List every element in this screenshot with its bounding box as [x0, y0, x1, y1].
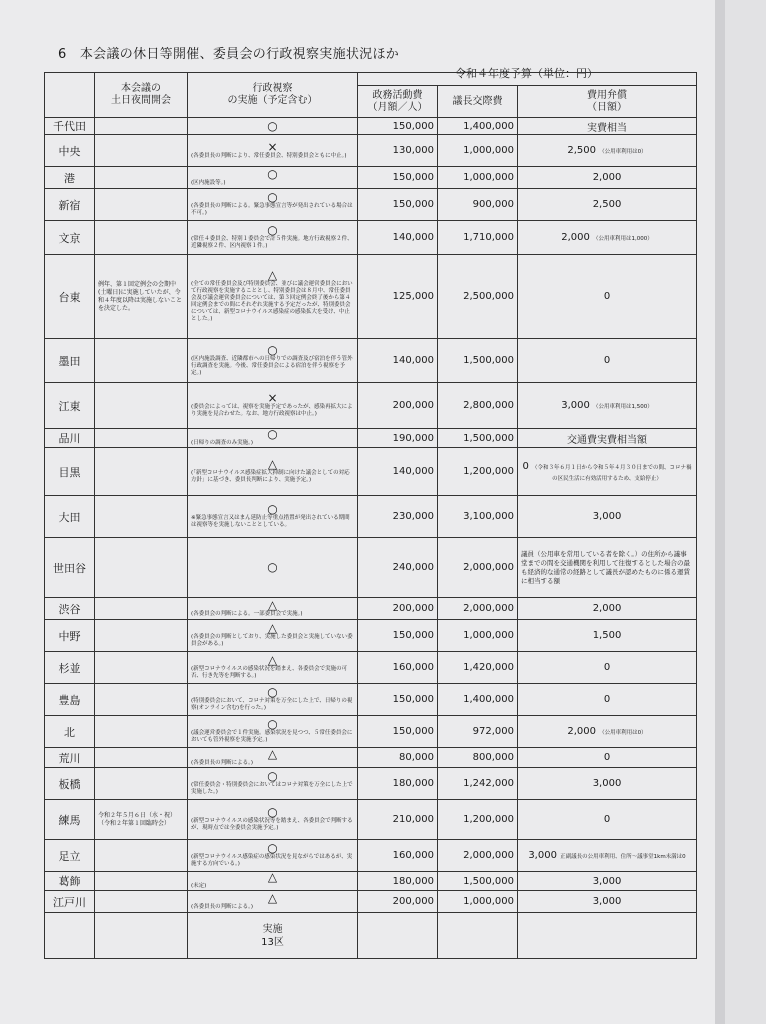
- header-shisatsu: 行政視察 の実施（予定含む）: [188, 73, 358, 118]
- compensation-cell: 3,000 （公用車利用は1,500）: [518, 383, 697, 429]
- ward-name: 中野: [45, 620, 95, 652]
- ward-name: 大田: [45, 496, 95, 538]
- kosai-value: 3,100,000: [438, 496, 518, 538]
- table-row: [45, 383, 697, 429]
- shisatsu-note: (特別委員会において、コロナ対策を万全にした上で、日帰りの視察(オンライン含む)を行った。): [191, 698, 353, 711]
- ward-name: 豊島: [45, 684, 95, 716]
- ward-name: 中央: [45, 135, 95, 167]
- table-row: [45, 448, 697, 496]
- ward-name: 江戸川: [45, 891, 95, 913]
- compensation-cell: 2,500: [518, 189, 697, 221]
- kaigi-cell: [95, 684, 188, 716]
- compensation-cell: 1,500: [518, 620, 697, 652]
- status-symbol: ×: [267, 139, 278, 154]
- ward-name: 品川: [45, 429, 95, 448]
- ward-name: 江東: [45, 383, 95, 429]
- seimu-value: 160,000: [358, 652, 438, 684]
- compensation-cell: 交通費実費相当額: [518, 429, 697, 448]
- kaigi-cell: [95, 167, 188, 189]
- kaigi-cell: [95, 652, 188, 684]
- shisatsu-cell: [188, 872, 358, 891]
- ward-name: 千代田: [45, 118, 95, 135]
- kaigi-cell: [95, 598, 188, 620]
- compensation-cell: 2,000: [518, 598, 697, 620]
- corner-cell: [45, 73, 95, 118]
- status-symbol: △: [267, 871, 278, 884]
- compensation-cell: 2,000 （公用車利用は1,000）: [518, 221, 697, 255]
- kosai-value: 2,000,000: [438, 840, 518, 872]
- status-symbol: ○: [267, 223, 278, 237]
- next-page: [725, 0, 766, 1024]
- kosai-value: 1,000,000: [438, 620, 518, 652]
- total-cell: 実施 13区: [188, 913, 358, 959]
- kosai-value: 1,000,000: [438, 135, 518, 167]
- seimu-value: 150,000: [358, 118, 438, 135]
- kosai-value: 2,800,000: [438, 383, 518, 429]
- table-row: [45, 872, 697, 891]
- shisatsu-cell: [188, 383, 358, 429]
- shisatsu-note: (区内施設調査、近隣都市への日帰りでの調査及び宿泊を伴う管外行政調査を実施。今後、常任委員会による宿泊を伴う視察を予定。): [191, 355, 353, 376]
- ward-name: 板橋: [45, 768, 95, 800]
- kosai-value: 1,242,000: [438, 768, 518, 800]
- shisatsu-note: (日帰りの調査のみ実施。): [191, 440, 254, 446]
- shisatsu-note: ※緊急事態宣言又はまん延防止等重点措置が発出されている期間は視察等を実施しないこととしている。: [191, 515, 350, 528]
- ward-name: 杉並: [45, 652, 95, 684]
- header-hiyo: 費用弁償 （日額）: [518, 86, 697, 118]
- compensation-cell: 3,000: [518, 496, 697, 538]
- compensation-cell: 0: [518, 255, 697, 339]
- header-kosai: 議長交際費: [438, 86, 518, 118]
- compensation-cell: 実費相当: [518, 118, 697, 135]
- table-row: [45, 598, 697, 620]
- shisatsu-cell: [188, 255, 358, 339]
- kosai-value: 1,500,000: [438, 872, 518, 891]
- seimu-value: 130,000: [358, 135, 438, 167]
- kaigi-cell: [95, 768, 188, 800]
- shisatsu-cell: [188, 748, 358, 768]
- shisatsu-note: (各委員長の判断による。緊急事態宣言等が発出されている場合は不可。): [191, 203, 353, 216]
- header-budget-span: [358, 73, 697, 86]
- status-symbol: △: [267, 457, 278, 471]
- seimu-value: 180,000: [358, 872, 438, 891]
- seimu-value: 150,000: [358, 189, 438, 221]
- table-row: [45, 891, 697, 913]
- status-symbol: △: [267, 268, 278, 282]
- kaigi-cell: [95, 339, 188, 383]
- shisatsu-cell: [188, 167, 358, 189]
- shisatsu-cell: [188, 684, 358, 716]
- status-symbol: ○: [267, 166, 278, 181]
- seimu-value: 240,000: [358, 538, 438, 598]
- kosai-value: 1,200,000: [438, 448, 518, 496]
- shisatsu-cell: [188, 496, 358, 538]
- ward-name: 港: [45, 167, 95, 189]
- seimu-value: 200,000: [358, 891, 438, 913]
- kosai-value: 1,000,000: [438, 891, 518, 913]
- seimu-value: 150,000: [358, 620, 438, 652]
- table-row: [45, 429, 697, 448]
- status-symbol: ○: [267, 342, 278, 357]
- status-symbol: ○: [267, 841, 278, 855]
- shisatsu-note: (各委員会の判断としており、実施した委員会と実施していない委員会がある。): [191, 634, 353, 647]
- kaigi-cell: [95, 716, 188, 748]
- council-table: [44, 72, 697, 959]
- shisatsu-note: (常任４委員会、特別１委員会で計５件実施。地方行政視察２件、近隣視察２件、区内視察１件。): [191, 236, 353, 249]
- table-row: [45, 538, 697, 598]
- header-kaigi: 本会議の 土日夜間開会: [95, 73, 188, 118]
- compensation-cell: 0: [518, 684, 697, 716]
- ward-name: 葛飾: [45, 872, 95, 891]
- ward-name: 練馬: [45, 800, 95, 840]
- shisatsu-cell: [188, 135, 358, 167]
- seimu-value: 150,000: [358, 684, 438, 716]
- page-title: 6 本会議の休日等開催、委員会の行政視察実施状況ほか: [58, 47, 400, 62]
- ward-name: 墨田: [45, 339, 95, 383]
- status-symbol: △: [267, 621, 278, 635]
- shisatsu-note: (委員会によっては、視察を実施予定であったが、感染再拡大により実施を見合わせた。なお、地方行政視察は中止。): [191, 404, 353, 417]
- table-row: [45, 840, 697, 872]
- kaigi-cell: [95, 891, 188, 913]
- seimu-value: 140,000: [358, 221, 438, 255]
- seimu-value: 140,000: [358, 339, 438, 383]
- kaigi-cell: [95, 872, 188, 891]
- table-body: [45, 118, 697, 913]
- page-edge: [715, 0, 725, 1024]
- shisatsu-note: (「新型コロナウイルス感染症拡大抑制に向けた議会としての対応方針」に基づき、委員長判断により、実施予定。): [191, 470, 350, 483]
- seimu-value: 160,000: [358, 840, 438, 872]
- kosai-value: 972,000: [438, 716, 518, 748]
- kosai-value: 1,500,000: [438, 429, 518, 448]
- budget-header: 令和４年度予算（単位：円）: [455, 67, 598, 80]
- ward-name: 文京: [45, 221, 95, 255]
- table-row: [45, 118, 697, 135]
- table-row: [45, 748, 697, 768]
- status-symbol: ○: [267, 428, 278, 441]
- header-seimu: 政務活動費 （月額／人）: [358, 86, 438, 118]
- kosai-value: 1,500,000: [438, 339, 518, 383]
- table-row: [45, 167, 697, 189]
- kosai-value: 2,000,000: [438, 538, 518, 598]
- table-row: [45, 135, 697, 167]
- shisatsu-cell: [188, 840, 358, 872]
- shisatsu-cell: [188, 538, 358, 598]
- compensation-cell: 2,000 （公用車利用は0）: [518, 716, 697, 748]
- shisatsu-cell: [188, 598, 358, 620]
- status-symbol: △: [267, 890, 278, 905]
- compensation-cell: 3,000: [518, 872, 697, 891]
- compensation-cell: 3,000 正副議長の公用車利用、住所～議事堂1km未満は0: [518, 840, 697, 872]
- kosai-value: 1,710,000: [438, 221, 518, 255]
- kosai-value: 900,000: [438, 189, 518, 221]
- kosai-value: 1,400,000: [438, 118, 518, 135]
- ward-name: 世田谷: [45, 538, 95, 598]
- table-row: [45, 221, 697, 255]
- shisatsu-cell: [188, 118, 358, 135]
- status-symbol: ○: [267, 502, 278, 516]
- shisatsu-cell: [188, 221, 358, 255]
- kosai-value: 1,420,000: [438, 652, 518, 684]
- kaigi-cell: [95, 221, 188, 255]
- shisatsu-note: (新型コロナウイルス感染症の感染状況を見ながらではあるが、実施する方向でいる。): [191, 854, 353, 867]
- shisatsu-note: (新型コロナウイルスの感染状況等を踏まえ、各委員会で判断するが、現時点では全委員会実施予定。): [191, 818, 353, 831]
- seimu-value: 190,000: [358, 429, 438, 448]
- table-row: [45, 800, 697, 840]
- compensation-cell: 3,000: [518, 768, 697, 800]
- shisatsu-cell: [188, 448, 358, 496]
- status-symbol: ○: [267, 717, 278, 731]
- shisatsu-note: (議会運営委員会で１件実施。感染状況を見つつ、５常任委員会においても管外視察を実施予定。): [191, 730, 353, 743]
- kosai-value: 2,500,000: [438, 255, 518, 339]
- shisatsu-note: (未定): [191, 883, 207, 889]
- table-row: [45, 255, 697, 339]
- ward-name: 渋谷: [45, 598, 95, 620]
- shisatsu-cell: [188, 620, 358, 652]
- shisatsu-cell: [188, 716, 358, 748]
- kaigi-cell: [95, 189, 188, 221]
- table-row: [45, 652, 697, 684]
- shisatsu-cell: [188, 429, 358, 448]
- kosai-value: 1,000,000: [438, 167, 518, 189]
- shisatsu-cell: [188, 768, 358, 800]
- kosai-value: 1,400,000: [438, 684, 518, 716]
- status-symbol: ○: [267, 805, 278, 819]
- table-row: [45, 684, 697, 716]
- table-row: [45, 189, 697, 221]
- compensation-cell: 0: [518, 652, 697, 684]
- seimu-value: 180,000: [358, 768, 438, 800]
- kaigi-cell: [95, 496, 188, 538]
- table-row: [45, 768, 697, 800]
- shisatsu-cell: [188, 891, 358, 913]
- ward-name: 目黒: [45, 448, 95, 496]
- kaigi-cell: [95, 135, 188, 167]
- kosai-value: 2,000,000: [438, 598, 518, 620]
- shisatsu-note: (各委員会の判断による。一部委員会で実施。): [191, 610, 303, 617]
- kaigi-cell: [95, 118, 188, 135]
- seimu-value: 150,000: [358, 167, 438, 189]
- seimu-value: 80,000: [358, 748, 438, 768]
- kaigi-cell: [95, 383, 188, 429]
- seimu-value: 125,000: [358, 255, 438, 339]
- seimu-value: 200,000: [358, 383, 438, 429]
- kaigi-cell: [95, 538, 188, 598]
- shisatsu-note: (各委員長の判断による。): [191, 759, 254, 766]
- kaigi-cell: [95, 429, 188, 448]
- compensation-cell: 0: [518, 800, 697, 840]
- kaigi-cell: 令和２年５月６日（水・祝）（令和２年第１回臨時会）: [95, 800, 188, 840]
- shisatsu-cell: [188, 339, 358, 383]
- kosai-value: 1,200,000: [438, 800, 518, 840]
- table-row: [45, 716, 697, 748]
- compensation-cell: 2,500 （公用車利用は0）: [518, 135, 697, 167]
- shisatsu-note: (常任委員会・特別委員会においてはコロナ対策を万全にした上で実施した。): [191, 782, 353, 795]
- ward-name: 北: [45, 716, 95, 748]
- status-symbol: ×: [267, 391, 278, 405]
- compensation-cell: 0 （令和３年６月１日から令和５年４月３０日までの間、コロナ禍の区民生活に有効活用するため、支給停止）: [518, 448, 697, 496]
- status-symbol: ○: [267, 560, 278, 574]
- total-row: [45, 913, 697, 959]
- table-row: [45, 339, 697, 383]
- kaigi-cell: [95, 748, 188, 768]
- compensation-cell: 0: [518, 748, 697, 768]
- ward-name: 足立: [45, 840, 95, 872]
- status-symbol: ○: [267, 685, 278, 699]
- kosai-value: 800,000: [438, 748, 518, 768]
- shisatsu-note: (各委員長の判断により、常任委員会、特別委員会ともに中止。): [191, 152, 347, 159]
- shisatsu-note: (区内施設等。): [191, 179, 226, 186]
- seimu-value: 150,000: [358, 716, 438, 748]
- status-symbol: ○: [267, 118, 278, 133]
- status-symbol: ○: [267, 769, 278, 783]
- compensation-cell: 議員（公用車を常用している者を除く。）の住所から議事堂までの間を交通機関を利用して往復するとした場合の最も経済的な通常の経路として議長が認めたものに係る運賃に相当する額: [518, 538, 697, 598]
- kaigi-cell: [95, 448, 188, 496]
- seimu-value: 230,000: [358, 496, 438, 538]
- ward-name: 台東: [45, 255, 95, 339]
- seimu-value: 210,000: [358, 800, 438, 840]
- compensation-cell: 3,000: [518, 891, 697, 913]
- shisatsu-cell: [188, 652, 358, 684]
- status-symbol: △: [267, 747, 278, 761]
- shisatsu-cell: [188, 800, 358, 840]
- status-symbol: ○: [267, 190, 278, 204]
- shisatsu-note: (新型コロナウイルスの感染状況を踏まえ、各委員会で実施の可否、行き先等を判断する。): [191, 666, 348, 679]
- status-symbol: △: [267, 653, 278, 667]
- shisatsu-cell: [188, 189, 358, 221]
- shisatsu-note: (全ての常任委員会及び特別委員会、並びに議会運営委員会において行政視察を実施することとし、特別委員会は８月中、常任委員会及び議会運営委員会については、第３回定例会終了後から第４回定例会までの間にそれぞれ実施する予定だったが、特別委員会については、新型コロナウイルス感染症の感染拡大を受け、中止とした。): [191, 281, 353, 322]
- status-symbol: △: [267, 597, 278, 612]
- compensation-cell: 2,000: [518, 167, 697, 189]
- table-row: [45, 620, 697, 652]
- seimu-value: 140,000: [358, 448, 438, 496]
- kaigi-cell: 例年、第１回定例会の会期中(土曜日)に実施していたが、令和４年度以降は実施しないことを決定した。: [95, 255, 188, 339]
- ward-name: 荒川: [45, 748, 95, 768]
- shisatsu-note: (各委員長の判断による。): [191, 903, 254, 910]
- seimu-value: 200,000: [358, 598, 438, 620]
- kaigi-cell: [95, 840, 188, 872]
- ward-name: 新宿: [45, 189, 95, 221]
- kaigi-cell: [95, 620, 188, 652]
- compensation-cell: 0: [518, 339, 697, 383]
- table-row: [45, 496, 697, 538]
